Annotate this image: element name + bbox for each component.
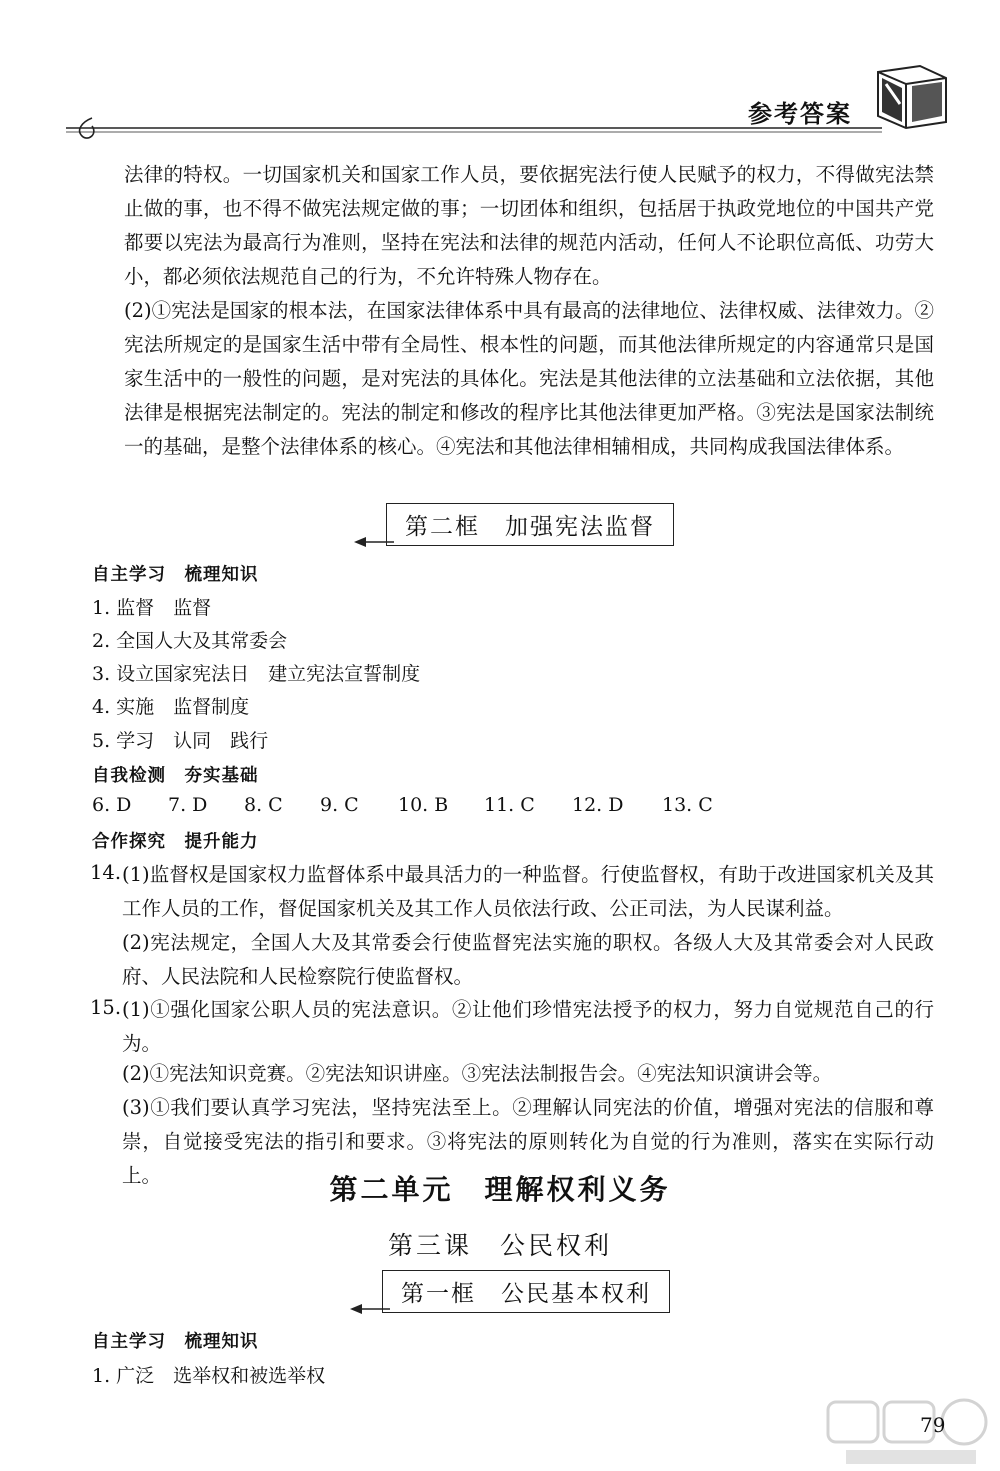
answer-paragraph: (2)①宪法知识竞赛。②宪法知识讲座。③宪法法制报告会。④宪法知识演讲会等。 <box>122 1062 833 1085</box>
question-number: 14. <box>90 861 122 884</box>
list-item: 2. 全国人大及其常委会 <box>92 630 288 652</box>
section-heading: 自我检测 夯实基础 <box>92 766 259 786</box>
lesson-title: 第三课 公民权利 <box>387 1231 612 1260</box>
book-icon <box>872 64 952 130</box>
list-item: 1. 广泛 选举权和被选举权 <box>92 1365 326 1387</box>
mc-answer: 6. D <box>92 794 132 816</box>
answer-paragraph: 法律的特权。一切国家机关和国家工作人员，要依据宪法行使人民赋予的权力，不得做宪法禁止做的事，也不得不做宪法规定做的事；一切团体和组织，包括居于执政党地位的中国共产党都要以宪法为最高行为准则，坚持在宪法和法律的规范内活动，任何人不论职位高低、功劳大小，都必须依法规范自己的行为，不允许特殊人物存在。 <box>124 163 934 288</box>
question-number: 15. <box>90 996 122 1019</box>
answer-paragraph: (1)监督权是国家权力监督体系中最具活力的一种监督。行使监督权，有助于改进国家机关及其工作人员的工作，督促国家机关及其工作人员依法行政、公正司法，为人民谋利益。 <box>122 863 934 920</box>
arrow-left-icon <box>350 1302 390 1316</box>
answer-paragraph: (3)①我们要认真学习宪法，坚持宪法至上。②理解认同宪法的价值，增强对宪法的信服和尊崇，自觉接受宪法的指引和要求。③将宪法的原则转化为自觉的行为准则，落实在实际行动上。 <box>122 1096 934 1187</box>
arrow-left-icon <box>354 535 394 549</box>
mc-answer: 10. B <box>398 794 449 816</box>
mc-answer: 12. D <box>572 794 624 816</box>
answer-paragraph: (1)①强化国家公职人员的宪法意识。②让他们珍惜宪法授予的权力，努力自觉规范自己的行为。 <box>122 998 934 1055</box>
list-item: 3. 设立国家宪法日 建立宪法宣誓制度 <box>92 663 421 685</box>
mc-answer: 7. D <box>168 794 208 816</box>
mc-answer: 11. C <box>484 794 535 816</box>
page-number: 79 <box>920 1413 946 1437</box>
lesson-box-title: 第二框 加强宪法监督 <box>386 503 674 546</box>
list-item: 5. 学习 认同 践行 <box>92 730 269 752</box>
lesson-box-title: 第一框 公民基本权利 <box>382 1270 670 1313</box>
mc-answer: 13. C <box>662 794 713 816</box>
list-item: 4. 实施 监督制度 <box>92 696 250 718</box>
unit-title: 第二单元 理解权利义务 <box>329 1173 671 1206</box>
answer-paragraph: (2)宪法规定，全国人大及其常委会行使监督宪法实施的职权。各级人大及其常委会对人民政府、人民法院和人民检察院行使监督权。 <box>122 931 934 988</box>
mc-answer: 8. C <box>244 794 283 816</box>
mc-answer: 9. C <box>320 794 359 816</box>
section-heading: 自主学习 梳理知识 <box>92 1332 259 1352</box>
watermark-logo <box>826 1398 996 1468</box>
header-title: 参考答案 <box>748 100 852 128</box>
section-heading: 合作探究 提升能力 <box>92 832 259 852</box>
multiple-choice-answers <box>92 794 832 820</box>
list-item: 1. 监督 监督 <box>92 597 212 619</box>
section-heading: 自主学习 梳理知识 <box>92 565 259 585</box>
answer-paragraph: (2)①宪法是国家的根本法，在国家法律体系中具有最高的法律地位、法律权威、法律效力。②宪法所规定的是国家生活中带有全局性、根本性的问题，而其他法律所规定的内容通常只是国家生活中的一般性的问题，是对宪法的具体化。宪法是其他法律的立法基础和立法依据，其他法律是根据宪法制定的。宪法的制定和修改的程序比其他法律更加严格。③宪法是国家法制统一的基础，是整个法律体系的核心。④宪法和其他法律相辅相成，共同构成我国法律体系。 <box>124 299 934 458</box>
